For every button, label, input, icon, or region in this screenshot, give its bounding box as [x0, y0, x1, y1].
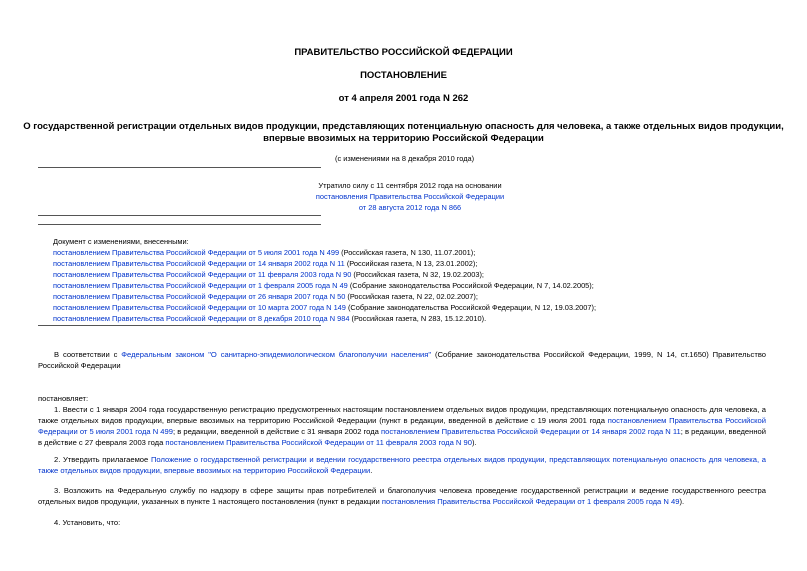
- amendment-date-note: (с изменениями на 8 декабря 2010 года): [335, 154, 475, 163]
- amendment-source: (Российская газета, N 130, 11.07.2001);: [339, 248, 476, 257]
- divider: [38, 215, 321, 216]
- paragraph-text: 2. Утвердить прилагаемое: [54, 455, 151, 464]
- amendment-decree-link[interactable]: постановления Правительства Российской Федерации от 1 февраля 2005 года N 49: [381, 497, 680, 506]
- amendment-link[interactable]: постановлением Правительства Российской Федерации от 26 января 2007 года N 50: [53, 292, 346, 301]
- amendment-link[interactable]: постановлением Правительства Российской Федерации от 5 июля 2001 года N 499: [53, 248, 340, 257]
- repeal-decree-link-line-2[interactable]: от 28 августа 2012 года N 866: [358, 203, 462, 212]
- amendment-item: [53, 313, 793, 324]
- paragraph-text: ; в редакции, введенной в действие с 31 января 2002 года: [172, 427, 381, 436]
- amendment-link[interactable]: постановлением Правительства Российской Федерации от 14 января 2002 года N 11: [53, 259, 345, 268]
- amendment-link[interactable]: постановлением Правительства Российской Федерации от 11 февраля 2003 года N 90: [53, 270, 352, 279]
- paragraph-text: ).: [679, 497, 685, 506]
- paragraph-1: [38, 404, 766, 448]
- amendment-decree-link[interactable]: постановлением Правительства Российской Федерации от 14 января 2002 года N 11: [380, 427, 681, 436]
- amendment-link[interactable]: постановлением Правительства Российской Федерации от 10 марта 2007 года N 149: [53, 303, 346, 312]
- document-type: ПОСТАНОВЛЕНИЕ: [360, 70, 447, 81]
- issuing-authority: ПРАВИТЕЛЬСТВО РОССИЙСКОЙ ФЕДЕРАЦИИ: [294, 47, 513, 58]
- preamble-paragraph: [38, 349, 766, 371]
- amendment-link[interactable]: постановлением Правительства Российской Федерации от 1 февраля 2005 года N 49: [53, 281, 348, 290]
- amendment-item: [53, 247, 793, 258]
- document-title-line-2: впервые ввозимых на территорию Российской Федерации: [263, 133, 544, 144]
- amendment-source: (Собрание законодательства Российской Федерации, N 7, 14.02.2005);: [347, 281, 594, 290]
- paragraph-2: [38, 454, 766, 476]
- paragraph-text: ).: [471, 438, 477, 447]
- amendment-source: (Российская газета, N 22, 02.02.2007);: [345, 292, 478, 301]
- amendment-item: [53, 291, 793, 302]
- amendment-item: [53, 258, 793, 269]
- amendment-item: [53, 269, 793, 280]
- amendment-source: (Российская газета, N 283, 15.12.2010).: [349, 314, 487, 323]
- amendments-intro: Документ с изменениями, внесенными:: [53, 237, 189, 246]
- paragraph-text: ; в редакции, введенной в действие с 27 февраля 2003 года: [38, 427, 767, 447]
- decides-word: постановляет:: [38, 394, 89, 403]
- amendment-item: [53, 302, 793, 313]
- document-date-number: от 4 апреля 2001 года N 262: [338, 93, 469, 104]
- paragraph-text: 3. Возложить на Федеральную службу по надзору в сфере защиты прав потребителей и благополучия человека проведение государственной регистрации и ведение государственного реестра отдельных видов продукции, указанных в пункте 1 настоящего постановления (пункт в редакции: [38, 486, 766, 506]
- preamble-text: (Собрание законодательства Российской Федерации, 1999, N 14, ст.1650) Правительство Российской Федерации: [38, 350, 766, 370]
- amendment-source: (Российская газета, N 13, 23.01.2002);: [344, 259, 478, 268]
- amendment-decree-link[interactable]: постановлением Правительства Российской Федерации от 5 июля 2001 года N 499: [38, 416, 766, 436]
- paragraph-text: 1. Ввести с 1 января 2004 года государственную регистрацию предусмотренных настоящим постановлением отдельных видов продукции, представляющих потенциальную опасность для человека, а также отдельных видов продукции, впервые ввозимых на территорию Российской Федерации (пункт в редакции, введенной в действие с 19 июля 2001 года: [38, 405, 766, 425]
- divider: [38, 167, 321, 168]
- repeal-decree-link[interactable]: [250, 191, 570, 213]
- document-title-line-1: О государственной регистрации отдельных видов продукции, представляющих потенциальную опасность для человека, а также отдельных видов продукции,: [23, 121, 784, 132]
- amendment-item: [53, 280, 793, 291]
- amendment-decree-link[interactable]: постановлением Правительства Российской Федерации от 11 февраля 2003 года N 90: [165, 438, 472, 447]
- amendments-block: [53, 236, 793, 324]
- divider: [38, 224, 321, 225]
- preamble-text: В соответствии с: [54, 350, 122, 359]
- paragraph-3: [38, 485, 766, 507]
- paragraph-4: 4. Установить, что:: [54, 518, 121, 527]
- repeal-status: [250, 180, 570, 213]
- regulation-link[interactable]: Положение о государственной регистрации и ведении государственного реестра отдельных видов продукции, представляющих потенциальную опасность для человека, а также отдельных видов продукции, впервые ввозимых на территорию Российской Федерации: [38, 455, 766, 475]
- divider: [38, 325, 321, 326]
- amendment-source: (Российская газета, N 32, 19.02.2003);: [351, 270, 484, 279]
- paragraph-text: .: [370, 466, 373, 475]
- repeal-decree-link-line-1[interactable]: постановления Правительства Российской Федерации: [315, 192, 505, 201]
- federal-law-link[interactable]: Федеральным законом "О санитарно-эпидемиологическом благополучии населения": [121, 350, 432, 359]
- repeal-status-text: Утратило силу с 11 сентября 2012 года на основании: [318, 181, 502, 190]
- amendment-source: (Собрание законодательства Российской Федерации, N 12, 19.03.2007);: [345, 303, 597, 312]
- amendment-link[interactable]: постановлением Правительства Российской Федерации от 8 декабря 2010 года N 984: [53, 314, 350, 323]
